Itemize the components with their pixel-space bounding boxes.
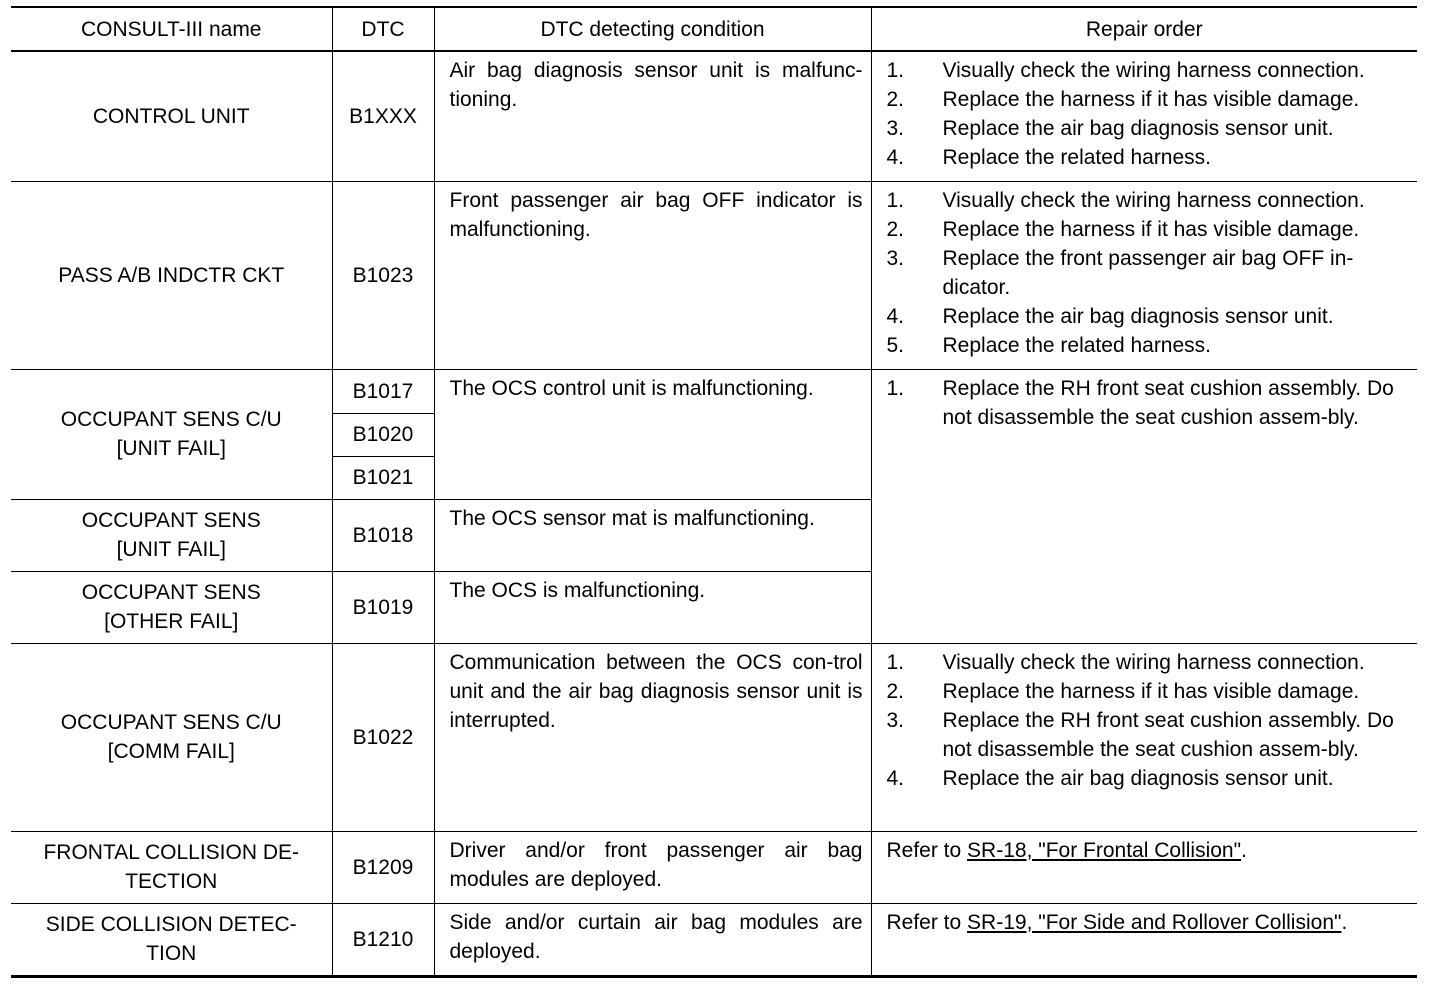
repair-step: 2. Replace the harness if it has visible damage. [886, 679, 1360, 703]
repair-order [871, 643, 1417, 831]
repair-order: Refer to SR-18, "For Frontal Collision". [871, 831, 1417, 903]
repair-steps [887, 186, 1410, 360]
repair-step: 2. Replace the harness if it has visible damage. [886, 88, 1360, 111]
table-row [11, 369, 1417, 413]
repair-step: 1. Replace the RH front seat cushion assembly. Do not disassemble the seat cushion assem-bly. [886, 376, 1394, 429]
table-row [11, 643, 1417, 831]
header-condition: DTC detecting condition [434, 7, 871, 51]
consult-name: PASS A/B INDCTR CKT [11, 181, 332, 369]
dtc-code: B1023 [332, 181, 434, 369]
consult-name: OCCUPANT SENS C/U [COMM FAIL] [11, 643, 332, 831]
detecting-condition: Driver and/or front passenger air bag modules are deployed. [434, 831, 871, 903]
repair-step: 4. Replace the air bag diagnosis sensor unit. [886, 304, 1334, 328]
header-row [11, 7, 1417, 51]
repair-order [871, 369, 1417, 643]
consult-name: SIDE COLLISION DETEC- TION [11, 903, 332, 976]
repair-step: 4. Replace the related harness. [886, 146, 1211, 169]
table-row [11, 181, 1417, 369]
header-dtc: DTC [332, 7, 434, 51]
dtc-code: B1210 [332, 903, 434, 976]
side-collision-link[interactable]: SR-19, "For Side and Rollover Collision" [967, 910, 1342, 934]
repair-step: 4. Replace the air bag diagnosis sensor unit. [886, 766, 1334, 790]
dtc-code: B1018 [332, 499, 434, 571]
dtc-code: B1020 [332, 413, 434, 456]
repair-order: Refer to SR-19, "For Side and Rollover Collision". [871, 903, 1417, 976]
detecting-condition: Communication between the OCS con-trol unit and the air bag diagnosis sensor unit is interrupted. [434, 643, 871, 831]
header-repair-order: Repair order [871, 7, 1417, 51]
repair-step: 3. Replace the RH front seat cushion assembly. Do not disassemble the seat cushion assem-bly. [886, 708, 1394, 761]
detecting-condition: The OCS sensor mat is malfunctioning. [434, 499, 871, 571]
detecting-condition: Air bag diagnosis sensor unit is malfunc-tioning. [434, 51, 871, 181]
header-consult-name: CONSULT-III name [11, 7, 332, 51]
consult-name: OCCUPANT SENS C/U [UNIT FAIL] [11, 369, 332, 499]
consult-name: CONTROL UNIT [11, 51, 332, 181]
repair-step: 2. Replace the harness if it has visible damage. [886, 217, 1360, 241]
dtc-code: B1021 [332, 456, 434, 499]
repair-steps [887, 648, 1410, 793]
frontal-collision-link[interactable]: SR-18, "For Frontal Collision" [967, 838, 1242, 862]
detecting-condition: The OCS control unit is malfunctioning. [434, 369, 871, 499]
table-row [11, 51, 1417, 181]
table-row [11, 831, 1417, 903]
repair-step: 1. Visually check the wiring harness connection. [886, 650, 1365, 674]
repair-order [871, 181, 1417, 369]
repair-step: 5. Replace the related harness. [886, 333, 1211, 357]
consult-name: FRONTAL COLLISION DE- TECTION [11, 831, 332, 903]
dtc-code: B1019 [332, 571, 434, 643]
dtc-table [11, 6, 1417, 978]
consult-name: OCCUPANT SENS [UNIT FAIL] [11, 499, 332, 571]
consult-name: OCCUPANT SENS [OTHER FAIL] [11, 571, 332, 643]
detecting-condition: Side and/or curtain air bag modules are deployed. [434, 903, 871, 976]
dtc-code: B1XXX [332, 51, 434, 181]
repair-step: 1. Visually check the wiring harness connection. [886, 59, 1365, 82]
dtc-code: B1017 [332, 369, 434, 413]
repair-step: 1. Visually check the wiring harness connection. [886, 188, 1365, 212]
repair-steps [887, 374, 1410, 432]
repair-steps [887, 56, 1410, 172]
table-row [11, 903, 1417, 976]
dtc-code: B1022 [332, 643, 434, 831]
repair-step: 3. Replace the air bag diagnosis sensor unit. [886, 117, 1334, 140]
detecting-condition: Front passenger air bag OFF indicator is malfunctioning. [434, 181, 871, 369]
dtc-code: B1209 [332, 831, 434, 903]
detecting-condition: The OCS is malfunctioning. [434, 571, 871, 643]
repair-step: 3. Replace the front passenger air bag OFF in-dicator. [886, 246, 1354, 299]
repair-order [871, 51, 1417, 181]
